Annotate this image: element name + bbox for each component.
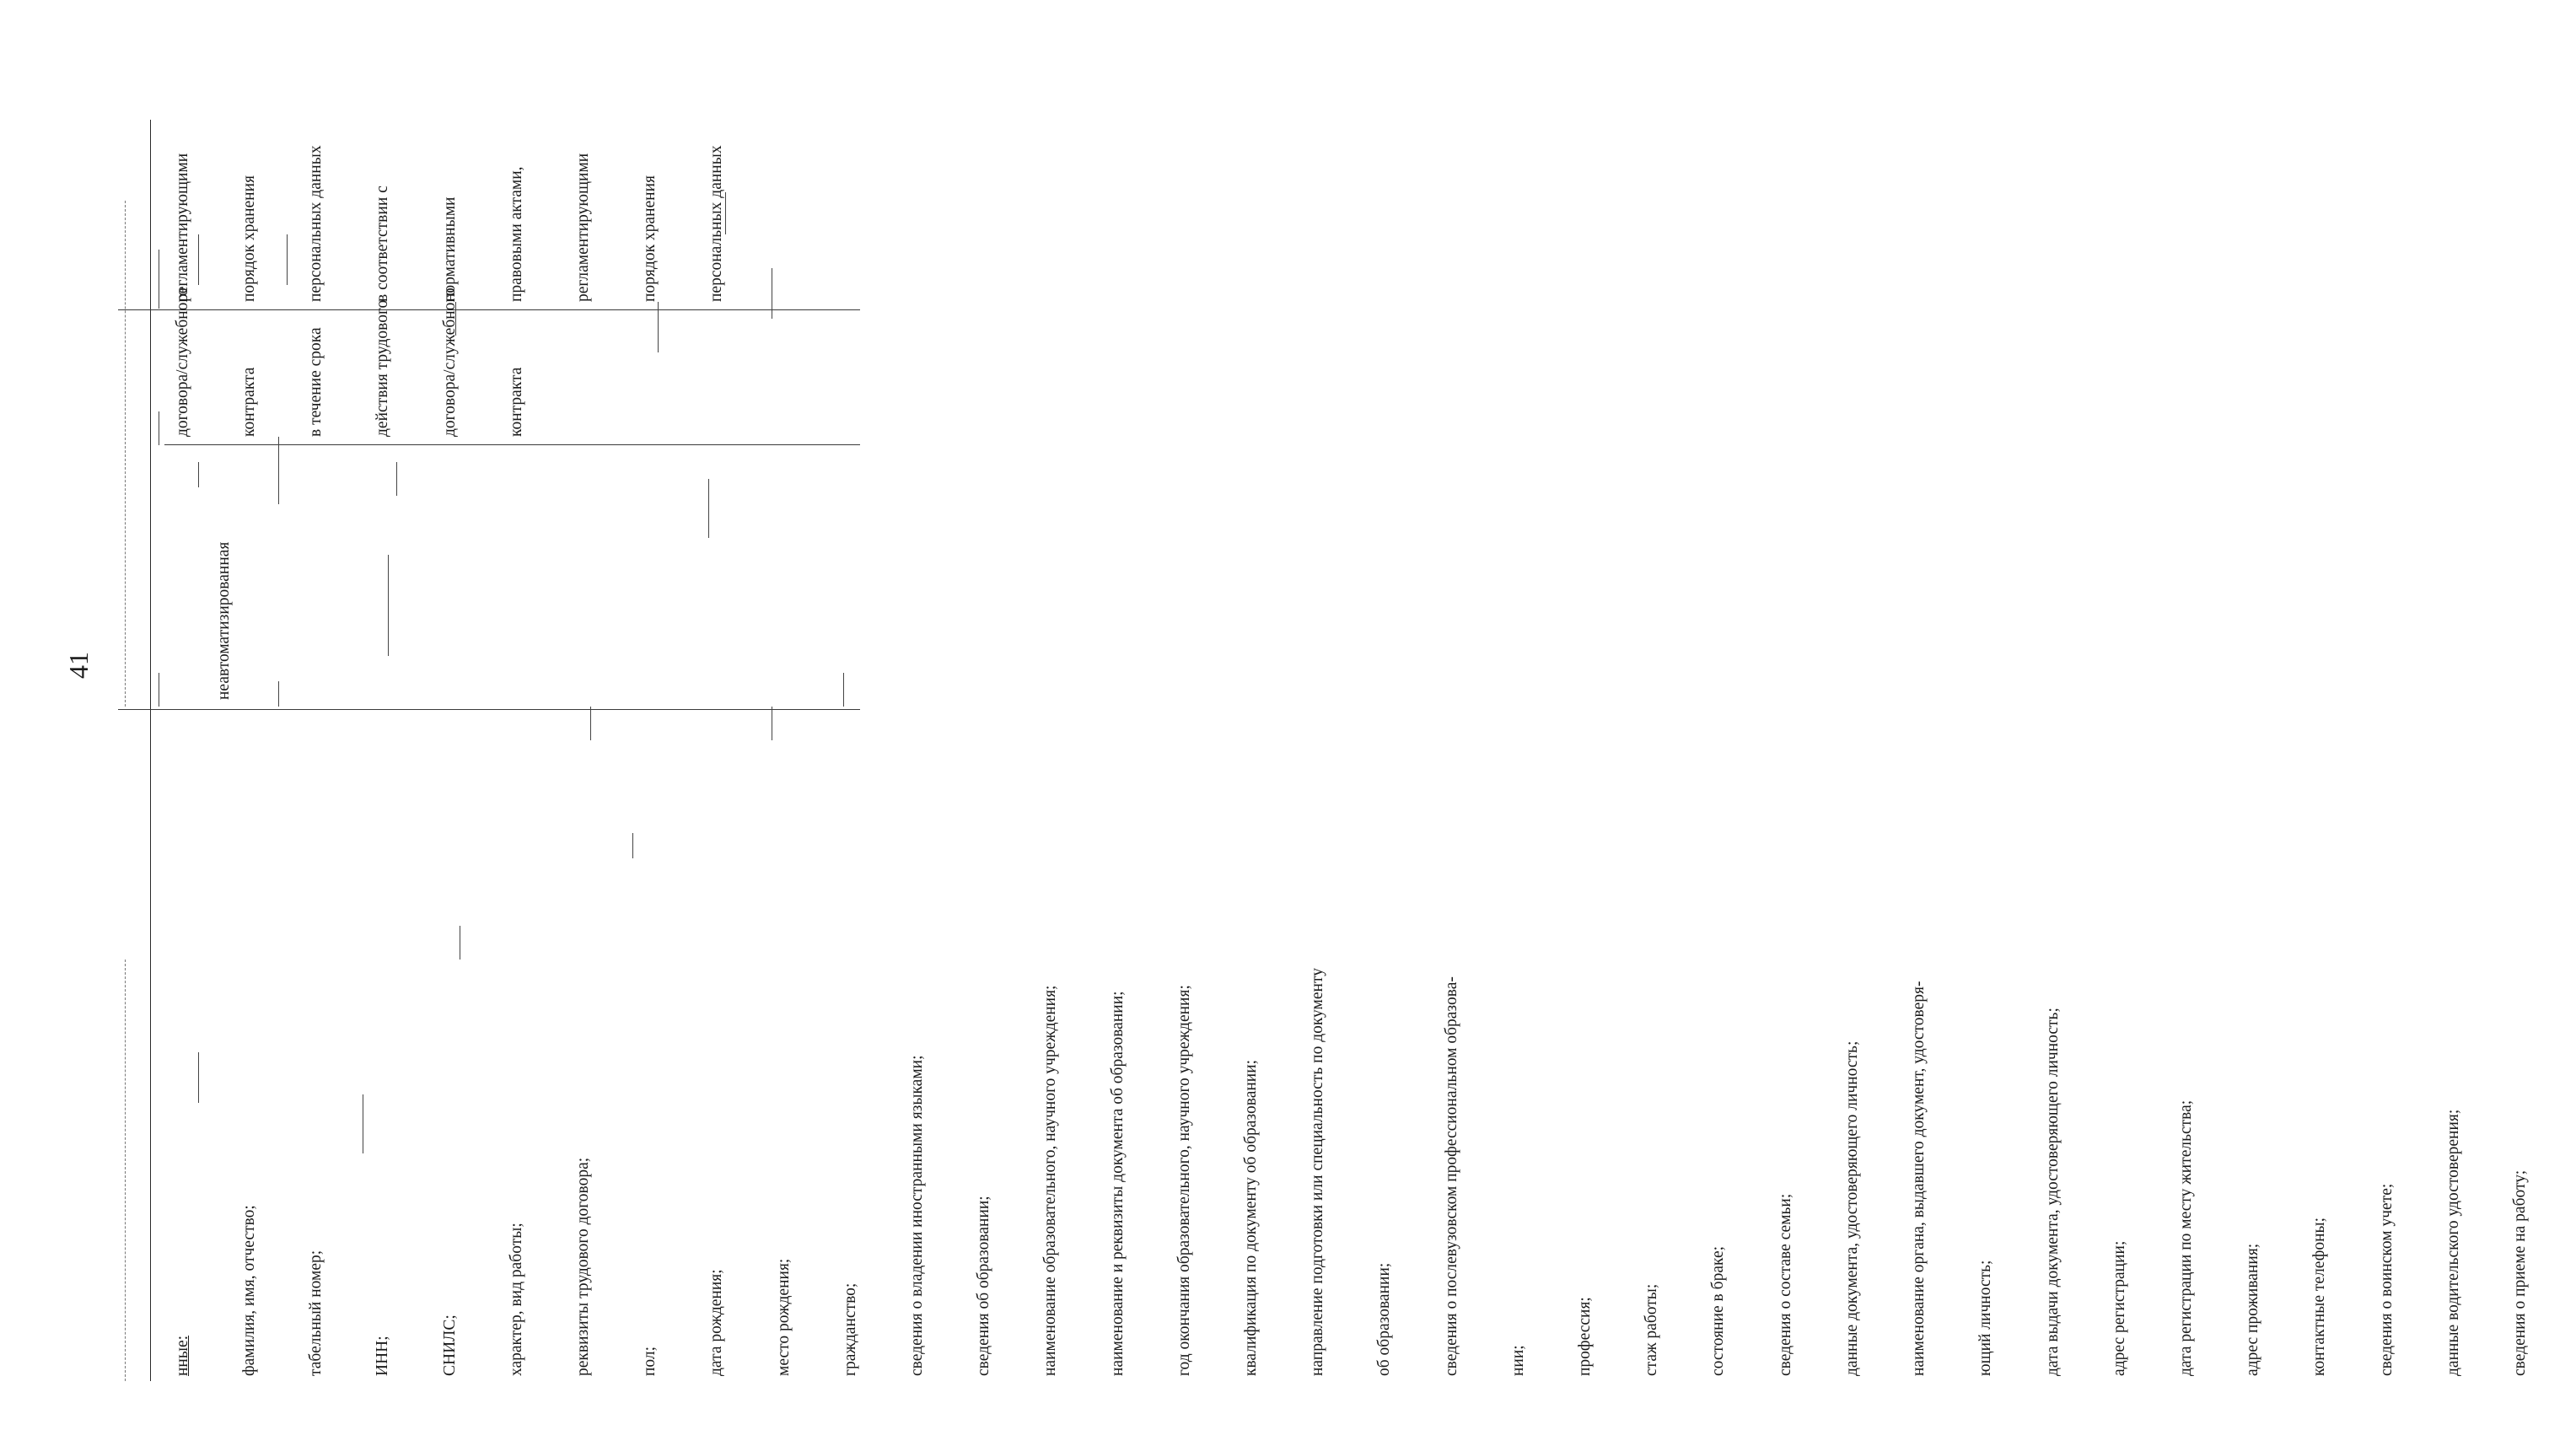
- text-line: стаж работы;: [1643, 1283, 1661, 1376]
- text-line: наименование органа, выдавшего документ, удостоверя-: [1910, 981, 1928, 1376]
- text-line: договора/служебного: [173, 288, 191, 437]
- text-line: нии;: [1508, 1345, 1527, 1376]
- text-line: контактные телефоны;: [2310, 1217, 2329, 1376]
- text-line: сведения о приеме на работу;: [2510, 1169, 2529, 1376]
- text-line: реквизиты трудового договора;: [574, 1157, 593, 1376]
- text-line: год окончания образовательного, научного учреждения;: [1175, 985, 1193, 1376]
- text-line: об образовании;: [1375, 1262, 1394, 1376]
- column-2-cell: [169, 489, 280, 700]
- text-line: наименование образовательного, научного учреждения;: [1041, 985, 1060, 1376]
- text-line: сведения о составе семьи;: [1776, 1193, 1794, 1376]
- text-line: наименование и реквизиты документа об образовании;: [1108, 991, 1127, 1376]
- text-line: контракта: [507, 367, 525, 437]
- text-line: дата регистрации по месту жительства;: [2176, 1099, 2195, 1376]
- text-line: направление подготовки или специальность по документу: [1309, 968, 1327, 1376]
- text-line: данные водительского удостоверения;: [2444, 1109, 2462, 1376]
- text-line: регламентирующими: [574, 153, 593, 302]
- text-line: действия трудового: [374, 299, 392, 437]
- rotated-table: [118, 120, 2529, 1381]
- column-3-cell: [127, 288, 573, 437]
- text-line: ющий личность;: [1976, 1260, 1995, 1376]
- text-line: регламентирующими: [173, 153, 191, 302]
- text-line: гражданство;: [841, 1282, 859, 1376]
- text-line: сведения об образовании;: [975, 1196, 993, 1376]
- text-line: пол;: [641, 1346, 659, 1376]
- text-line: правовыми актами,: [507, 166, 525, 302]
- scan-dashed-edge: [125, 201, 126, 707]
- text-line: профессия;: [1576, 1297, 1595, 1376]
- page-number: 41: [63, 652, 94, 679]
- text-line: нные:: [173, 1335, 191, 1376]
- text-line: СНИЛС;: [440, 1314, 459, 1376]
- scan-line-fragment: [396, 462, 397, 496]
- text-line: характер, вид работы;: [507, 1223, 525, 1376]
- text-line: персональных данных: [307, 145, 325, 302]
- text-line: данные документа, удостоверяющего личность;: [1842, 1040, 1861, 1376]
- column-divider-1: [118, 709, 860, 710]
- text-line: порядок хранения: [240, 175, 259, 302]
- column-1-cell: [127, 794, 2576, 1376]
- text-line: дата рождения;: [707, 1269, 726, 1376]
- text-line: сведения о послевузовском профессиональном образова-: [1442, 976, 1460, 1376]
- text-line: в течение срока: [307, 327, 325, 437]
- scan-dashed-edge: [125, 960, 126, 1381]
- text-line: квалификация по документу об образовании;: [1242, 1059, 1261, 1376]
- text-line: табельный номер;: [307, 1250, 325, 1376]
- text-line: сведения о воинском учете;: [2377, 1183, 2396, 1376]
- scan-line-fragment: [843, 673, 844, 707]
- text-line: место рождения;: [774, 1258, 793, 1376]
- scan-line-fragment: [388, 555, 389, 656]
- column-4-cell: [127, 125, 773, 302]
- text-line: порядок хранения: [641, 175, 659, 302]
- scan-line-fragment: [708, 479, 709, 538]
- text-line: фамилия, имя, отчество;: [240, 1205, 259, 1376]
- text-line: адрес проживания;: [2244, 1243, 2262, 1376]
- text-line: персональных данных: [707, 145, 726, 302]
- text-line: ИНН;: [374, 1336, 392, 1376]
- scan-line-fragment: [590, 707, 591, 740]
- column-divider-2: [164, 444, 860, 445]
- text-line: состояние в браке;: [1709, 1245, 1728, 1376]
- scan-line-fragment: [658, 302, 659, 352]
- text-line: контракта: [240, 367, 259, 437]
- text-line: договора/служебного: [440, 288, 459, 437]
- text-line: сведения о владении иностранными языками;: [908, 1055, 927, 1376]
- text-line: в соответствии с: [374, 185, 392, 302]
- text-line: дата выдачи документа, удостоверяющего личность;: [2043, 1008, 2062, 1376]
- text-line: нормативными: [440, 196, 459, 302]
- processing-type: неавтоматизированная: [214, 541, 233, 700]
- scan-line-fragment: [198, 462, 199, 487]
- text-line: адрес регистрации;: [2110, 1240, 2128, 1376]
